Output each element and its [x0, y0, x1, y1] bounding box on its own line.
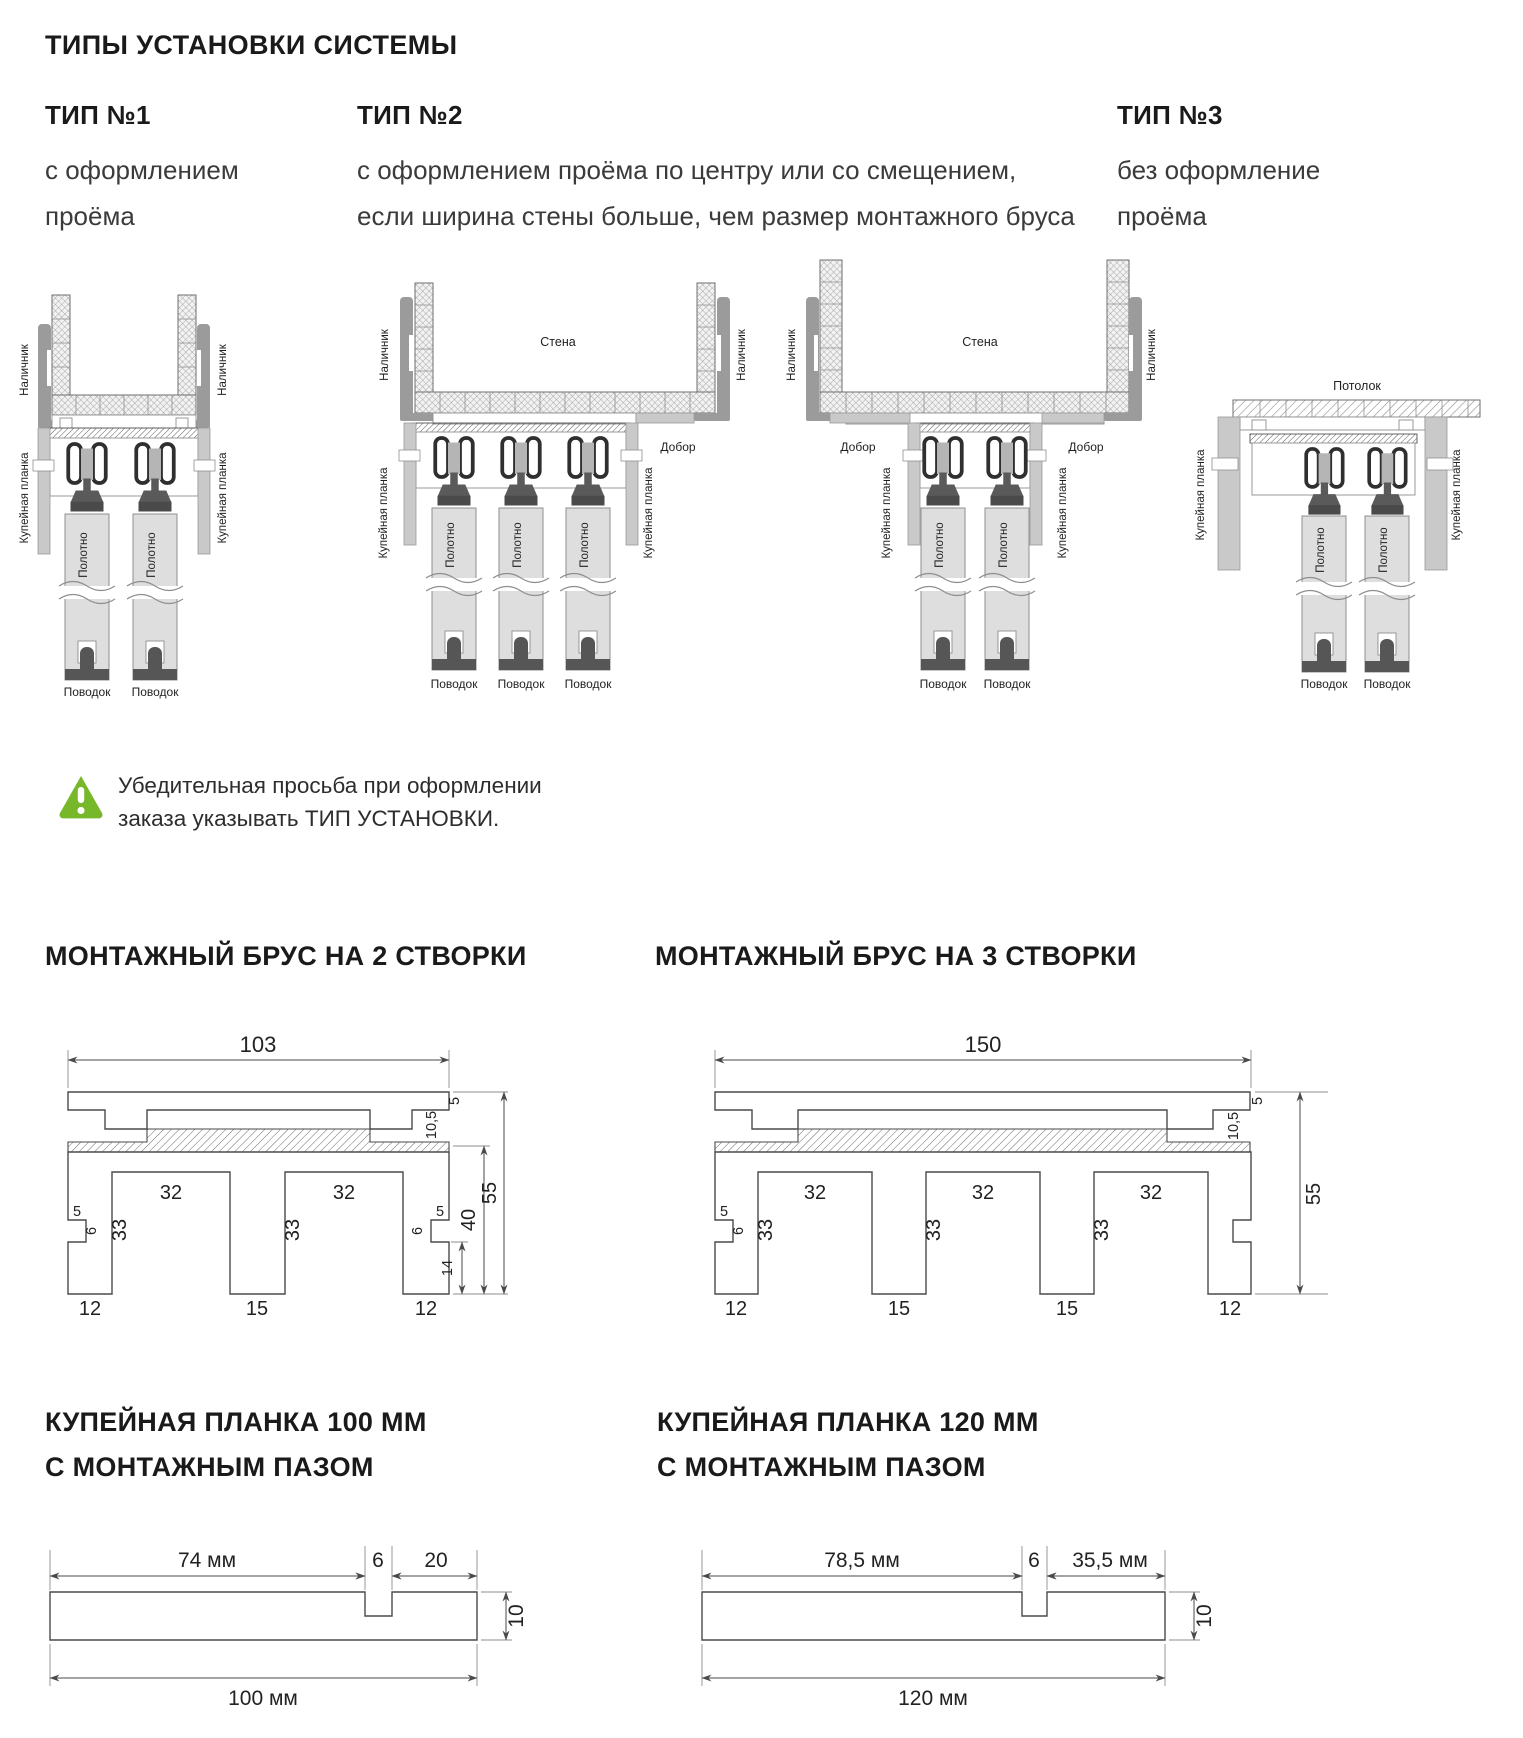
- page-title: ТИПЫ УСТАНОВКИ СИСТЕМЫ: [45, 30, 458, 60]
- label-polotno: Полотно: [146, 532, 158, 578]
- dim-foot: 15: [1055, 1298, 1079, 1320]
- planka100-drawing: [40, 1490, 560, 1720]
- dim-foot: 12: [414, 1298, 438, 1320]
- brus-body: [715, 1152, 1251, 1294]
- wood-strip: [715, 1129, 1250, 1152]
- planka-strip: [38, 428, 50, 554]
- brus2-drawing: [38, 998, 508, 1320]
- dim-notch-height: 6: [84, 1226, 100, 1236]
- dim-plate-thickness: 5: [1250, 1096, 1266, 1106]
- dim-total: 150: [964, 1032, 1002, 1057]
- dim-slot-depth: 33: [282, 1218, 304, 1242]
- dim-total-height: 55: [479, 1181, 501, 1205]
- label-dobor: Добор: [660, 440, 696, 454]
- dim-slot-depth: 33: [1091, 1218, 1113, 1242]
- dim-slot-width: 32: [159, 1182, 183, 1204]
- dim-foot: 15: [887, 1298, 911, 1320]
- dim-right: 35,5 мм: [1072, 1549, 1148, 1572]
- label-dobor: Добор: [840, 440, 876, 454]
- label-kupeynaya-planka: Купейная планка: [643, 467, 655, 559]
- dim-foot: 12: [78, 1298, 102, 1320]
- planka-cross-section: [1250, 434, 1417, 443]
- planka-notch: [1427, 458, 1453, 470]
- dim-notch-width: 5: [72, 1204, 82, 1220]
- planka-notch: [903, 450, 924, 461]
- label-potolok: Потолок: [1333, 379, 1381, 393]
- dobor-strip: [1042, 413, 1104, 423]
- type-1-title: ТИП №1: [45, 100, 151, 130]
- dim-plate-thickness: 5: [447, 1096, 463, 1106]
- dim-slot-depth: 33: [923, 1218, 945, 1242]
- label-nalichnik: Наличник: [379, 329, 391, 381]
- dobor-strip: [830, 413, 910, 423]
- track-box: [50, 438, 198, 496]
- warning-icon: [57, 772, 105, 822]
- planka-cross-section: [48, 428, 200, 438]
- type-2-title: ТИП №2: [357, 100, 463, 130]
- dim-total-height: 55: [1303, 1182, 1325, 1206]
- planka-strip: [1425, 417, 1447, 570]
- top-plate: [68, 1092, 449, 1129]
- label-kupeynaya-planka: Купейная планка: [881, 467, 893, 559]
- dim-notch-width: 5: [719, 1204, 729, 1220]
- planka-strip: [626, 423, 638, 545]
- planka120-drawing: [640, 1490, 1340, 1720]
- planka-strip: [908, 423, 920, 545]
- label-kupeynaya-planka: Купейная планка: [1057, 467, 1069, 559]
- label-polotno: Полотно: [934, 522, 946, 568]
- label-polotno: Полотно: [512, 522, 524, 568]
- dim-step: 10,5: [1226, 1111, 1242, 1141]
- label-dobor: Добор: [1068, 440, 1104, 454]
- dim-foot: 15: [245, 1298, 269, 1320]
- dim-foot-height: 14: [440, 1259, 456, 1277]
- planka-notch: [194, 460, 215, 471]
- dim-slot-depth: 33: [109, 1218, 131, 1242]
- label-polotno: Полотно: [1315, 527, 1327, 573]
- dim-slot-depth: 33: [755, 1218, 777, 1242]
- label-stena: Стена: [962, 335, 998, 349]
- label-kupeynaya-planka: Купейная планка: [217, 452, 229, 544]
- dim-notch-height: 6: [731, 1226, 747, 1236]
- planka-strip: [198, 428, 210, 554]
- type-3-desc: без оформление проёма: [1117, 155, 1321, 231]
- planka-profile: [50, 1592, 477, 1640]
- dim-slot-width: 32: [803, 1182, 827, 1204]
- label-nalichnik: Наличник: [1146, 329, 1158, 381]
- dobor-strip: [636, 413, 694, 423]
- label-povodok: Поводок: [919, 677, 967, 691]
- dim-notch-width: 5: [435, 1204, 445, 1220]
- label-kupeynaya-planka: Купейная планка: [19, 452, 31, 544]
- type-3-block: [1117, 100, 1320, 239]
- label-polotno: Полотно: [998, 522, 1010, 568]
- dim-step: 10,5: [424, 1110, 440, 1140]
- dim-thickness: 10: [1193, 1604, 1216, 1628]
- diagram-type3: [1100, 240, 1520, 700]
- type-3-title: ТИП №3: [1117, 100, 1223, 130]
- label-kupeynaya-planka: Купейная планка: [1195, 449, 1207, 541]
- dim-total: 120 мм: [898, 1687, 968, 1710]
- label-povodok: Поводок: [131, 685, 179, 699]
- label-povodok: Поводок: [564, 677, 612, 691]
- wall: [52, 295, 196, 415]
- label-nalichnik: Наличник: [19, 344, 31, 396]
- exclamation-dot: [77, 807, 84, 814]
- dim-total: 103: [239, 1032, 277, 1057]
- dim-foot: 12: [724, 1298, 748, 1320]
- planka-notch: [399, 450, 420, 461]
- label-kupeynaya-planka: Купейная планка: [1451, 449, 1463, 541]
- label-nalichnik: Наличник: [736, 329, 748, 381]
- sub-band-strip: [52, 415, 196, 428]
- type-2-block: [357, 100, 1075, 239]
- dim-right: 20: [424, 1549, 448, 1572]
- dim-notch-height: 6: [410, 1226, 426, 1236]
- diagram-type1: [14, 250, 244, 700]
- planka-profile: [702, 1592, 1165, 1640]
- dim-body-height: 40: [458, 1208, 480, 1232]
- brus3-drawing: [640, 998, 1350, 1320]
- label-nalichnik: Наличник: [786, 329, 798, 381]
- strip-tab: [1252, 420, 1266, 430]
- label-polotno: Полотно: [78, 532, 90, 578]
- planka-strip: [404, 423, 416, 545]
- type-1-desc: с оформлением проёма: [45, 155, 239, 231]
- wood-strip: [68, 1129, 449, 1152]
- dim-left: 74 мм: [177, 1549, 237, 1572]
- dim-slot-width: 32: [971, 1182, 995, 1204]
- planka-notch: [33, 460, 54, 471]
- strip-tab: [60, 418, 72, 428]
- label-polotno: Полотно: [1378, 527, 1390, 573]
- dim-slot-width: 32: [332, 1182, 356, 1204]
- label-povodok: Поводок: [983, 677, 1031, 691]
- label-nalichnik: Наличник: [217, 344, 229, 396]
- label-povodok: Поводок: [63, 685, 111, 699]
- dim-slot-width: 32: [1139, 1182, 1163, 1204]
- planka120-title: КУПЕЙНАЯ ПЛАНКА 120 ММ С МОНТАЖНЫМ ПАЗОМ: [657, 1407, 1039, 1482]
- exclamation-bar: [78, 787, 84, 803]
- sub-ceiling-strip: [1240, 417, 1425, 430]
- label-povodok: Поводок: [430, 677, 478, 691]
- planka-strip: [1030, 423, 1042, 545]
- label-povodok: Поводок: [1363, 677, 1411, 691]
- dim-groove: 6: [1028, 1549, 1040, 1572]
- dim-total: 100 мм: [228, 1687, 298, 1710]
- warning-text: Убедительная просьба при оформлении заказа указывать ТИП УСТАНОВКИ.: [118, 773, 542, 831]
- strip-tab: [176, 418, 188, 428]
- strip-tab: [1399, 420, 1413, 430]
- dim-left: 78,5 мм: [824, 1549, 900, 1572]
- sub-band-strip: [433, 413, 636, 424]
- label-stena: Стена: [540, 335, 576, 349]
- planka-notch: [621, 450, 642, 461]
- label-polotno: Полотно: [579, 522, 591, 568]
- dim-groove: 6: [372, 1549, 384, 1572]
- top-plate: [715, 1092, 1250, 1129]
- dim-thickness: 10: [505, 1604, 528, 1628]
- dim-foot: 12: [1218, 1298, 1242, 1320]
- type-1-block: [45, 100, 239, 239]
- label-polotno: Полотно: [445, 522, 457, 568]
- diagram-type2-centered: [340, 240, 760, 700]
- label-povodok: Поводок: [497, 677, 545, 691]
- planka-notch: [1025, 450, 1046, 461]
- brus2-title: МОНТАЖНЫЙ БРУС НА 2 СТВОРКИ: [45, 941, 527, 971]
- planka-strip: [1218, 417, 1240, 570]
- type-2-desc: с оформлением проёма по центру или со смещением, если ширина стены больше, чем размер монтажного бруса: [357, 155, 1075, 231]
- brus3-title: МОНТАЖНЫЙ БРУС НА 3 СТВОРКИ: [655, 941, 1137, 971]
- planka-notch: [1212, 458, 1238, 470]
- label-povodok: Поводок: [1300, 677, 1348, 691]
- label-kupeynaya-planka: Купейная планка: [378, 467, 390, 559]
- planka100-title: КУПЕЙНАЯ ПЛАНКА 100 ММ С МОНТАЖНЫМ ПАЗОМ: [45, 1407, 427, 1482]
- ceiling: [1233, 400, 1480, 417]
